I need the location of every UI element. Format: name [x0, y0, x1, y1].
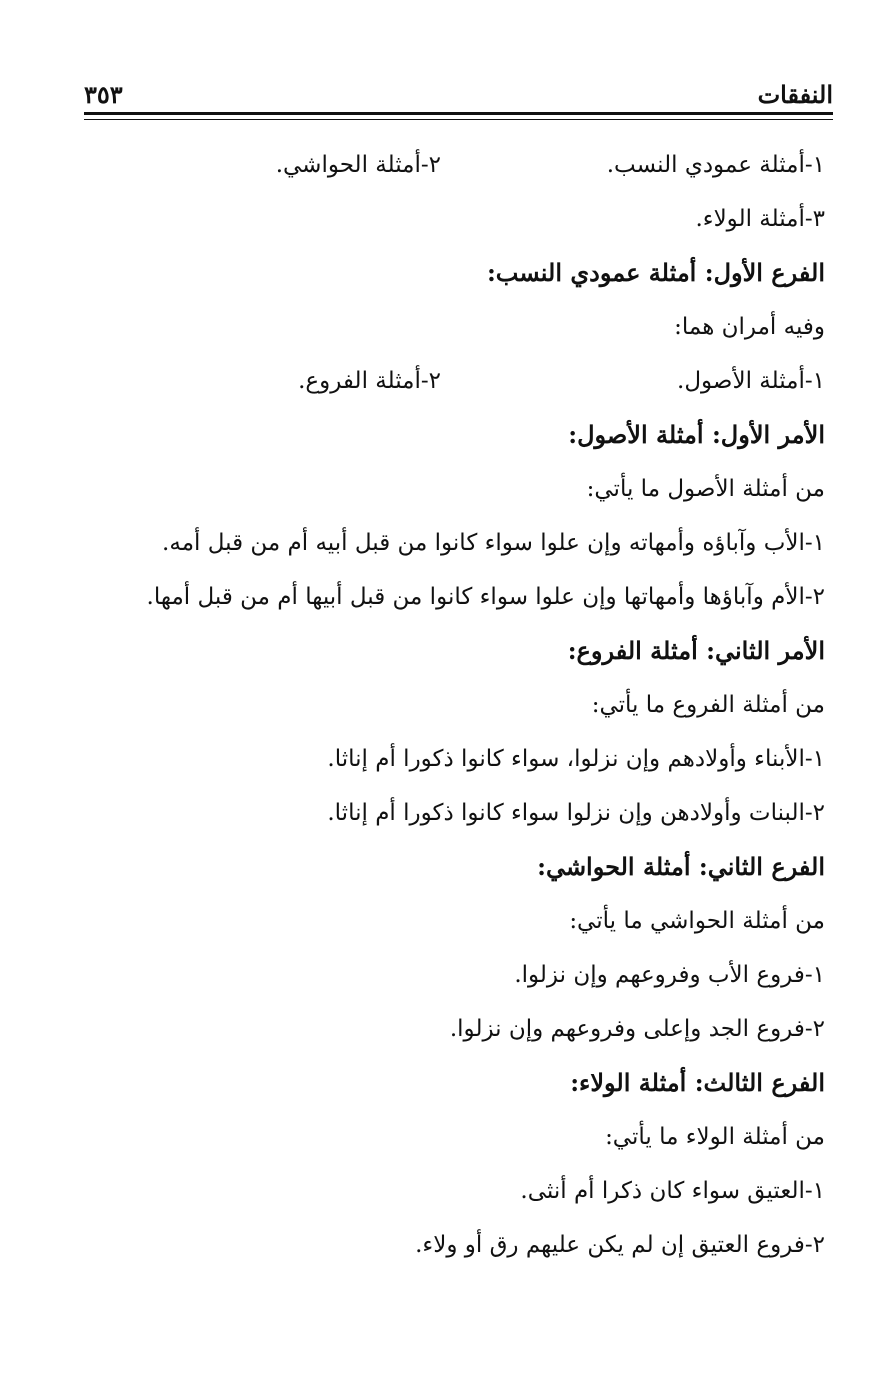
list-item: ٢-أمثلة الفروع.: [298, 368, 441, 394]
list-item: ٢-فروع العتيق إن لم يكن عليهم رق أو ولاء.: [415, 1232, 825, 1258]
section-heading: الفرع الثاني: أمثلة الحواشي:: [537, 852, 825, 881]
list-item: ١-الأب وآباؤه وأمهاته وإن علوا سواء كانوا من قبل أبيه أم من قبل أمه.: [162, 530, 825, 556]
list-item: ١-العتيق سواء كان ذكرا أم أنثى.: [520, 1178, 825, 1204]
paragraph: من أمثلة الفروع ما يأتي:: [591, 692, 825, 718]
paragraph: من أمثلة الولاء ما يأتي:: [605, 1124, 825, 1150]
list-item: ٢-البنات وأولادهن وإن نزلوا سواء كانوا ذكورا أم إناثا.: [327, 800, 825, 826]
paragraph: وفيه أمران هما:: [674, 314, 825, 340]
page-number: ٣٥٣: [84, 80, 123, 109]
section-heading: الفرع الأول: أمثلة عمودي النسب:: [486, 258, 825, 287]
list-item: ٣-أمثلة الولاء.: [695, 206, 825, 232]
list-item: ١-أمثلة الأصول.: [677, 368, 825, 394]
chapter-title: النفقات: [757, 80, 833, 109]
list-item: ١-الأبناء وأولادهم وإن نزلوا، سواء كانوا ذكورا أم إناثا.: [327, 746, 825, 772]
section-heading: الأمر الأول: أمثلة الأصول:: [568, 420, 825, 449]
list-item: ٢-الأم وآباؤها وأمهاتها وإن علوا سواء كانوا من قبل أبيها أم من قبل أمها.: [146, 584, 825, 610]
list-item: ١-فروع الأب وفروعهم وإن نزلوا.: [514, 962, 825, 988]
list-item: ١-أمثلة عمودي النسب.: [606, 152, 825, 178]
header-rule-thick: [84, 112, 833, 115]
list-item: ٢-فروع الجد وإعلى وفروعهم وإن نزلوا.: [449, 1016, 825, 1042]
section-heading: الأمر الثاني: أمثلة الفروع:: [567, 636, 825, 665]
header-rule-thin: [84, 119, 833, 120]
section-heading: الفرع الثالث: أمثلة الولاء:: [570, 1068, 825, 1097]
paragraph: من أمثلة الحواشي ما يأتي:: [569, 908, 825, 934]
paragraph: من أمثلة الأصول ما يأتي:: [586, 476, 825, 502]
list-item: ٢-أمثلة الحواشي.: [275, 152, 441, 178]
